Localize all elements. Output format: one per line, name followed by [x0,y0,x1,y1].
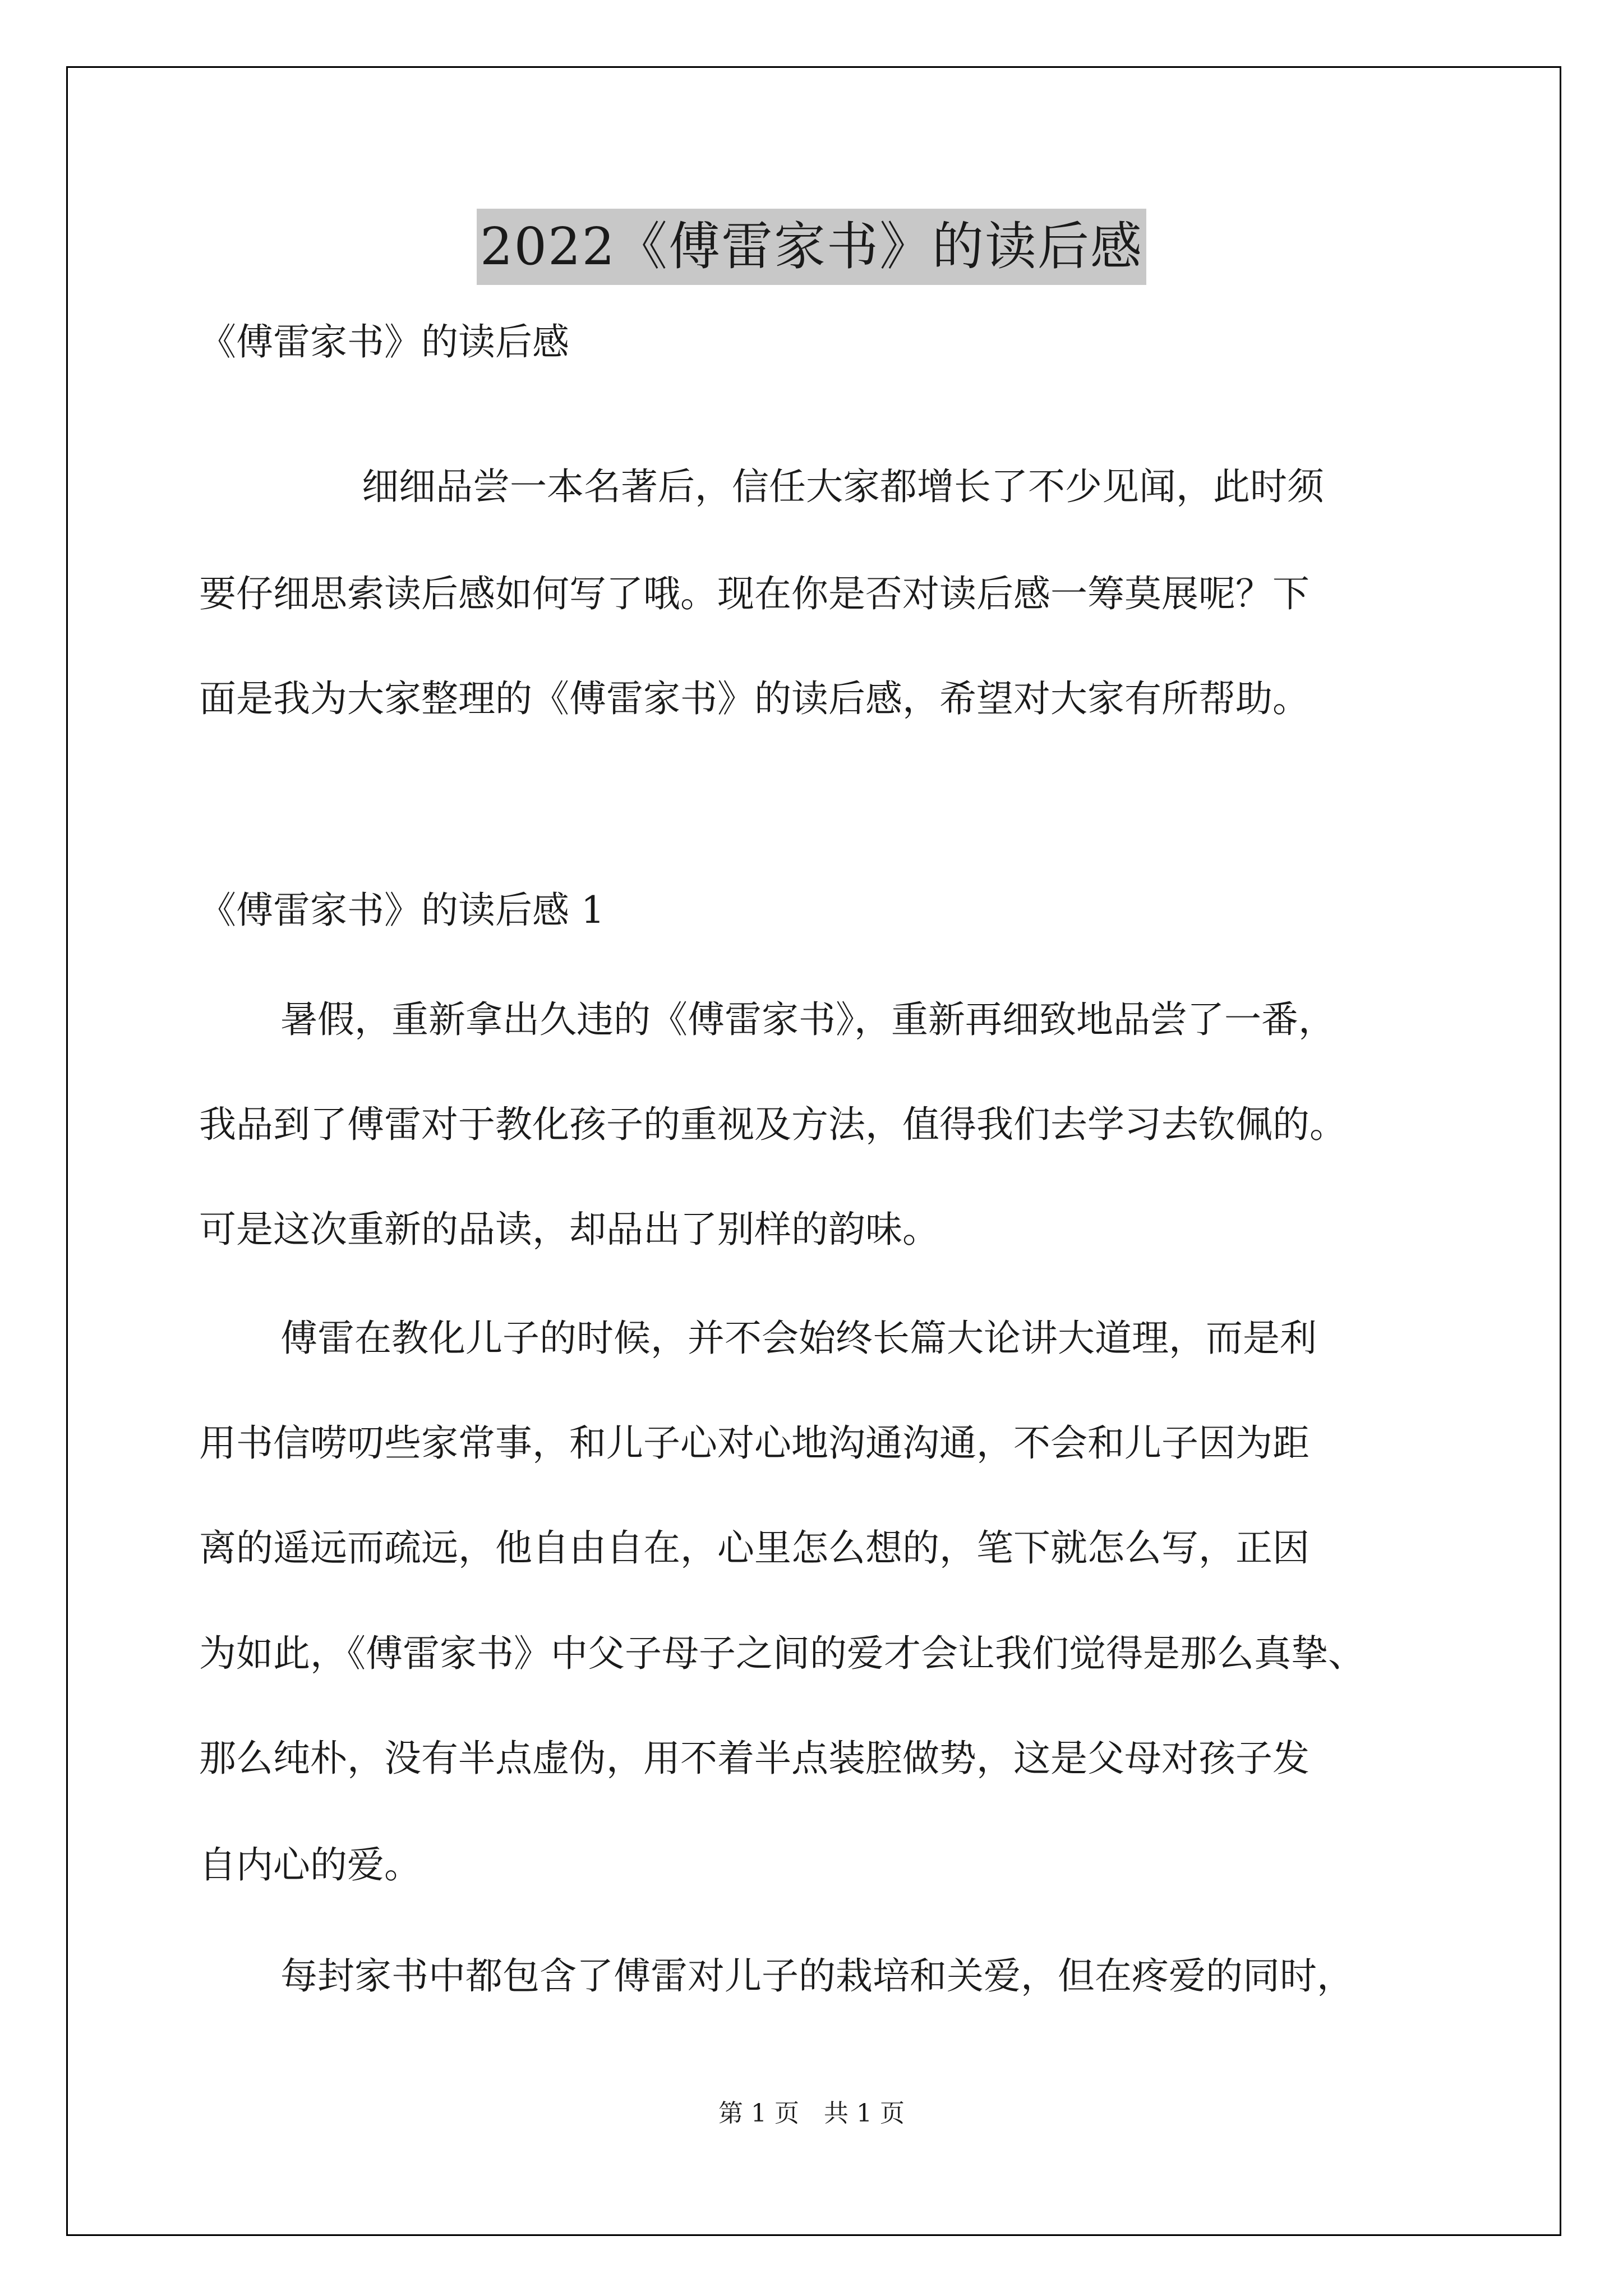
para2-line-6: 自内心的爱。 [199,1843,421,1887]
document-title [0,209,1623,285]
para1-line-1: 暑假，重新拿出久违的《傅雷家书》，重新再细致地品尝了一番， [280,998,1335,1041]
intro-line-2: 要仔细思索读后感如何写了哦。现在你是否对读后感一筹莫展呢？下 [199,572,1310,615]
para2-line-1: 傅雷在教化儿子的时候，并不会始终长篇大论讲大道理，而是利 [280,1317,1317,1360]
para2-line-5: 那么纯朴，没有半点虚伪，用不着半点装腔做势，这是父母对孩子发 [199,1737,1310,1780]
para1-line-3: 可是这次重新的品读，却品出了别样的韵味。 [199,1208,939,1251]
document-title-text: 2022《傅雷家书》的读后感 [477,209,1146,285]
section-heading: 《傅雷家书》的读后感 1 [199,889,605,932]
para1-line-2: 我品到了傅雷对于教化孩子的重视及方法，值得我们去学习去钦佩的。 [199,1103,1347,1146]
intro-line-1: 细细品尝一本名著后，信任大家都增长了不少见闻，此时须 [362,465,1324,508]
para2-line-2: 用书信唠叨些家常事，和儿子心对心地沟通沟通，不会和儿子因为距 [199,1421,1310,1465]
para3-line-1: 每封家书中都包含了傅雷对儿子的栽培和关爱，但在疼爱的同时， [280,1954,1354,1998]
para2-line-3: 离的遥远而疏远，他自由自在，心里怎么想的，笔下就怎么写，正因 [199,1526,1310,1570]
para2-line-4: 为如此，《傅雷家书》中父子母子之间的爱才会让我们觉得是那么真挚、 [199,1632,1365,1675]
intro-line-3: 面是我为大家整理的《傅雷家书》的读后感，希望对大家有所帮助。 [199,677,1310,720]
page-footer: 第 1 页 共 1 页 [718,2099,905,2128]
subtitle-line: 《傅雷家书》的读后感 [199,320,569,364]
